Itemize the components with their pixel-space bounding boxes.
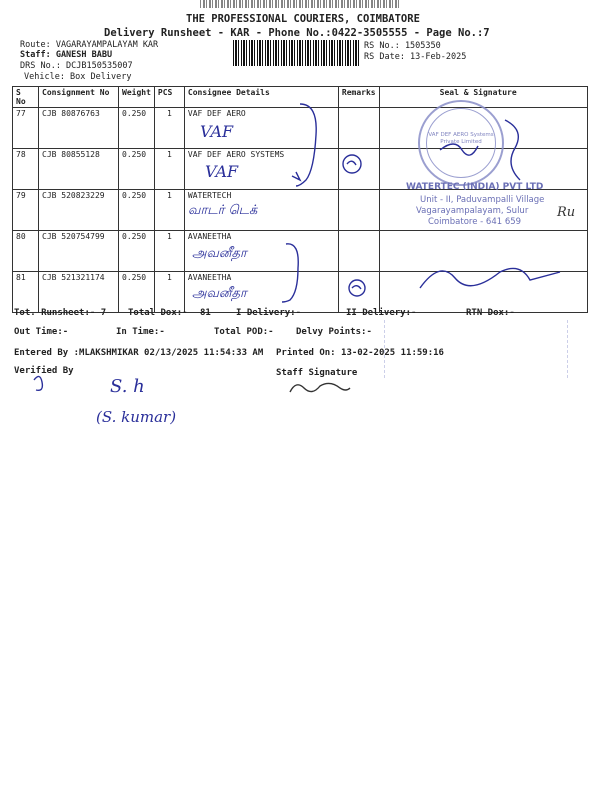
runsheet-heading: Delivery Runsheet - KAR - Phone No.:0422-3505555 - Page No.:7 <box>104 27 490 39</box>
row-weight: 0.250 <box>119 149 155 190</box>
i-delivery: I Delivery:- <box>236 308 302 318</box>
watertec-stamp-name: WATERTEC (INDIA) PVT LTD <box>406 182 544 192</box>
col-weight: Weight <box>119 87 155 108</box>
bracket-rows-80-81 <box>282 244 298 302</box>
consignee-name: AVANEETHA <box>187 273 232 282</box>
row-consignment: CJB 520823229 <box>39 190 119 231</box>
watertec-stamp-addr3: Coimbatore - 641 659 <box>428 217 522 227</box>
remarks-mark-78-stroke <box>347 161 356 165</box>
verifier-initials: S. h <box>110 376 145 397</box>
tot-runsheet: Tot. Runsheet:- 7 <box>14 308 107 318</box>
row-pcs: 1 <box>154 231 184 272</box>
vaf-round-seal <box>418 100 504 186</box>
row-weight: 0.250 <box>119 190 155 231</box>
entered-by: Entered By :MLAKSHMIKAR 02/13/2025 11:54:33 AM <box>14 348 264 358</box>
row-sno: 81 <box>13 272 39 313</box>
row-pcs: 1 <box>154 149 184 190</box>
col-sno: S No <box>13 87 39 108</box>
row-consignment: CJB 80876763 <box>39 108 119 149</box>
row-weight: 0.250 <box>119 272 155 313</box>
handwritten-tamil-avaneetha-1: அவனீதா <box>192 246 247 261</box>
verifier-name: (S. kumar) <box>96 408 177 426</box>
total-dox-value: 81 <box>200 308 211 318</box>
total-pod: Total POD:- <box>214 327 274 337</box>
consignee-name: AVANEETHA <box>187 232 232 241</box>
rs-date: RS Date: 13-Feb-2025 <box>364 52 467 62</box>
company-title: THE PROFESSIONAL COURIERS, COIMBATORE <box>186 13 420 25</box>
handwritten-tamil-watertech: வாடர் டெக் <box>188 203 258 218</box>
watertec-initials: Ru <box>557 205 576 220</box>
col-consignee: Consignee Details <box>184 87 338 108</box>
remarks-mark-81-stroke <box>352 286 361 289</box>
delvy-points: Delvy Points:- <box>296 327 372 337</box>
drs-label: DRS No.: DCJB150535007 <box>20 61 133 71</box>
staff-label: Staff: GANESH BABU <box>20 50 113 60</box>
handwritten-tamil-avaneetha-2: அவனீதா <box>192 286 247 301</box>
row-consignment: CJB 520754799 <box>39 231 119 272</box>
col-seal: Seal & Signature <box>379 87 587 108</box>
total-dox-label: Total Dox:- <box>128 308 188 318</box>
row-consignment: CJB 80855128 <box>39 149 119 190</box>
remarks-mark-81 <box>349 280 365 296</box>
row-pcs: 1 <box>154 190 184 231</box>
col-consignment: Consignment No <box>39 87 119 108</box>
arrow-flourish <box>292 172 300 180</box>
verified-tick <box>34 376 42 390</box>
handwritten-vaf-1: VAF <box>200 122 234 141</box>
consignee-name: VAF DEF AERO SYSTEMS <box>187 150 285 159</box>
remarks-mark-78 <box>343 155 361 173</box>
staff-signature-label: Staff Signature <box>276 368 358 378</box>
row-sno: 77 <box>13 108 39 149</box>
consignee-name: VAF DEF AERO <box>187 109 246 118</box>
ii-delivery: II Delivery:- <box>346 308 417 318</box>
seal-signature-row81 <box>420 268 560 288</box>
rs-number: RS No.: 1505350 <box>364 41 441 51</box>
rtn-dox: RTN Dox:- <box>466 308 515 318</box>
row-pcs: 1 <box>154 272 184 313</box>
col-remarks: Remarks <box>338 87 379 108</box>
vehicle-label: Vehicle: Box Delivery <box>24 72 132 82</box>
watertec-stamp-addr2: Vagarayampalayam, Sulur <box>416 206 529 216</box>
row-sno: 79 <box>13 190 39 231</box>
vaf-seal-text: VAF DEF AERO Systems Private Limited <box>428 132 494 145</box>
consignee-name: WATERTECH <box>187 191 232 200</box>
route-label: Route: VAGARAYAMPALAYAM KAR <box>20 40 159 50</box>
watertec-stamp-addr1: Unit - II, Paduvampalli Village <box>420 195 545 205</box>
verified-by-label: Verified By <box>14 366 74 376</box>
row-sno: 78 <box>13 149 39 190</box>
printed-on: Printed On: 13-02-2025 11:59:16 <box>276 348 444 358</box>
seal-flourish <box>505 120 520 180</box>
staff-signature <box>290 383 350 392</box>
row-sno: 80 <box>13 231 39 272</box>
in-time: In Time:- <box>116 327 165 337</box>
col-pcs: PCS <box>154 87 184 108</box>
row-consignment: CJB 521321174 <box>39 272 119 313</box>
row-weight: 0.250 <box>119 108 155 149</box>
row-weight: 0.250 <box>119 231 155 272</box>
bracket-rows-77-78 <box>296 104 316 186</box>
out-time: Out Time:- <box>14 327 69 337</box>
handwritten-vaf-2: VAF <box>205 162 239 181</box>
row-pcs: 1 <box>154 108 184 149</box>
